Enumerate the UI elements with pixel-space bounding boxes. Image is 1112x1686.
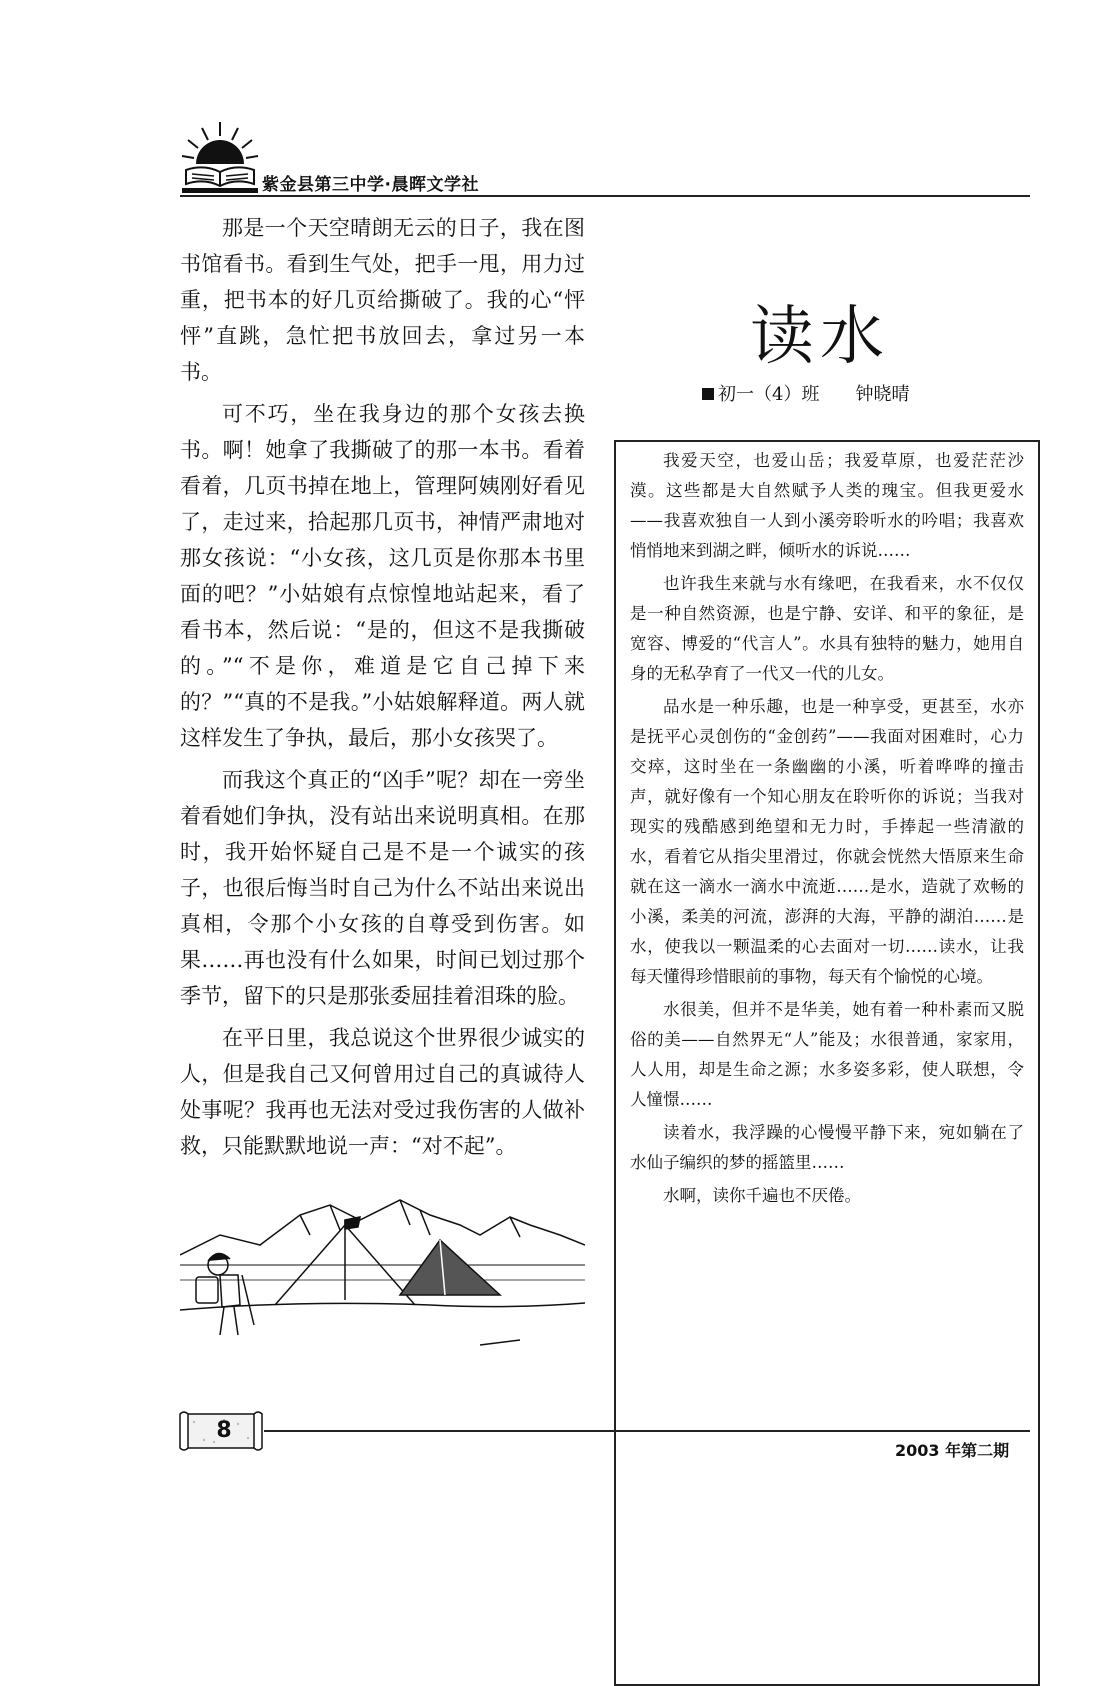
- header-divider: [180, 195, 1030, 197]
- byline-author: 钟晓晴: [855, 384, 910, 405]
- box-paragraph: 也许我生来就与水有缘吧，在我看来，水不仅仅是一种自然资源，也是宁静、安详、和平的象征，是宽容、博爱的“代言人”。水具有独特的魅力，她用自身的无私孕育了一代又一代的儿女。: [630, 574, 1024, 683]
- box-paragraph: 品水是一种乐趣，也是一种享受，更甚至，水亦是抚平心灵创伤的“金创药”——我面对困难时，心力交瘁，这时坐在一条幽幽的小溪，听着哗哗的撞击声，就好像有一个知心朋友在聆听你的诉说；当我对现实的残酷感到绝望和无力时，手捧起一些清澈的水，看着它从指尖里滑过，你就会恍然大悟原来生命就在这一滴水一滴水中流逝……是水，造就了欢畅的小溪，柔美的河流，澎湃的大海，平静的湖泊……是水，使我以一颗温柔的心去面对一切……读水，让我每天懂得珍惜眼前的事物，每天有个愉悦的心境。: [630, 697, 1024, 986]
- article-title: 读水: [750, 300, 890, 374]
- sunrise-book-icon: [180, 118, 260, 196]
- left-paragraph: 在平日里，我总说这个世界很少诚实的人，但是我自己又何曾用过自己的真诚待人处事呢？我再也无法对受过我伤害的人做补救，只能默默地说一声：“对不起”。: [180, 1026, 585, 1158]
- footer-divider: [264, 1430, 1030, 1432]
- page-number: 8: [216, 1418, 232, 1443]
- box-paragraph: 水很美，但并不是华美，她有着一种朴素而又脱俗的美——自然界无“人”能及；水很普通，家家用，人人用，却是生命之源；水多姿多彩，使人联想，令人憧憬……: [630, 1000, 1024, 1109]
- box-paragraph: 水啊，读你千遍也不厌倦。: [663, 1186, 861, 1205]
- mountain-tent-hiker-illustration: [180, 1195, 585, 1385]
- magazine-header-title: 紫金县第三中学·晨晖文学社: [262, 175, 479, 195]
- box-paragraph: 读着水，我浮躁的心慢慢平静下来，宛如躺在了水仙子编织的梦的摇篮里……: [630, 1123, 1024, 1172]
- left-paragraph: 可不巧，坐在我身边的那个女孩去换书。啊！她拿了我撕破了的那一本书。看着看着，几页书掉在地上，管理阿姨刚好看见了，走过来，拾起那几页书，神情严肃地对那女孩说：“小女孩，这几页是你那本书里面的吧？”小姑娘有点惊惶地站起来，看了看书本，然后说：“是的，但这不是我撕破的。”“不是你，难道是它自己掉下来的？”“真的不是我。”小姑娘解释道。两人就这样发生了争执，最后，那小女孩哭了。: [180, 402, 585, 750]
- byline-class: 初一（4）班: [718, 384, 820, 405]
- left-article: [180, 210, 585, 1170]
- box-paragraph: 我爱天空，也爱山岳；我爱草原，也爱茫茫沙漠。这些都是大自然赋予人类的瑰宝。但我更爱水——我喜欢独自一人到小溪旁聆听水的吟唱；我喜欢悄悄地来到湖之畔，倾听水的诉说……: [630, 451, 1024, 560]
- left-paragraph: 那是一个天空晴朗无云的日子，我在图书馆看书。看到生气处，把手一甩，用力过重，把书本的好几页给撕破了。我的心“怦怦”直跳，急忙把书放回去，拿过另一本书。: [180, 216, 585, 384]
- article-box: [614, 440, 1040, 1686]
- issue-label: 2003 年第二期: [895, 1441, 1010, 1460]
- article-byline: [702, 380, 909, 406]
- square-bullet-icon: [702, 388, 714, 400]
- left-paragraph: 而我这个真正的“凶手”呢？却在一旁坐着看她们争执，没有站出来说明真相。在那时，我开始怀疑自己是不是一个诚实的孩子，也很后悔当时自己为什么不站出来说出真相，令那个小女孩的自尊受到伤害。如果……再也没有什么如果，时间已划过那个季节，留下的只是那张委屈挂着泪珠的脸。: [180, 768, 585, 1008]
